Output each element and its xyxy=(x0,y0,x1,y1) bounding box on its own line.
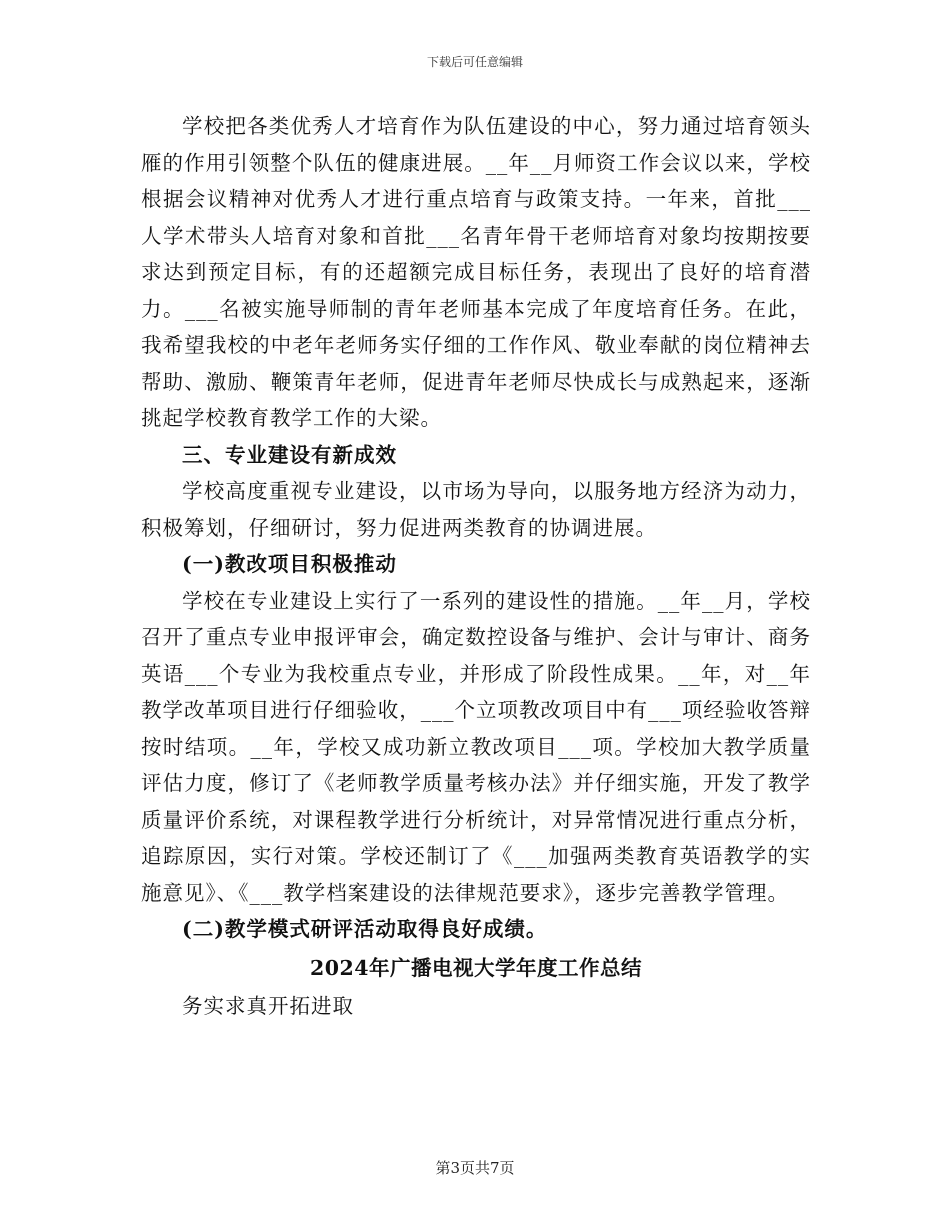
document-body xyxy=(141,108,811,1024)
subheading-2: (二)教学模式研评活动取得良好成绩。 xyxy=(182,917,548,941)
header-note: 下载后可任意编辑 xyxy=(426,55,523,69)
page-number: 第3页共7页 xyxy=(435,1159,515,1177)
motto-line: 务实求真开拓进取 xyxy=(182,993,354,1018)
paragraph-teaching-reform: 学校在专业建设上实行了一系列的建设性的措施。__年__月，学校召开了重点专业申报评审会，确定数控设备与维护、会计与审计、商务英语___个专业为我校重点专业，并形成了阶段性成果。__年，对__年教学改革项目进行仔细验收，___个立项教改项目中有___项经验收答辩按时结项。__年，学校又成功新立教改项目___项。学校加大教学质量评估力度，修订了《老师教学质量考核办法》并仔细实施，开发了教学质量评价系统，对课程教学进行分析统计，对异常情况进行重点分析，追踪原因，实行对策。学校还制订了《___加强两类教育英语教学的实施意见》、《___教学档案建设的法律规范要求》，逐步完善教学管理。 xyxy=(141,588,811,905)
document-title: 2024年广播电视大学年度工作总结 xyxy=(309,955,643,980)
subheading-1: (一)教改项目积极推动 xyxy=(182,552,397,576)
paragraph-major-construction: 学校高度重视专业建设，以市场为导向，以服务地方经济为动力，积极筹划，仔细研讨，努力促进两类教育的协调进展。 xyxy=(141,479,811,540)
section-heading-3: 三、专业建设有新成效 xyxy=(182,442,397,467)
paragraph-talent-cultivation: 学校把各类优秀人才培育作为队伍建设的中心，努力通过培育领头雁的作用引领整个队伍的健康进展。__年__月师资工作会议以来，学校根据会议精神对优秀人才进行重点培育与政策支持。一年来，首批___人学术带头人培育对象和首批___名青年骨干老师培育对象均按期按要求达到预定目标，有的还超额完成目标任务，表现出了良好的培育潜力。___名被实施导师制的青年老师基本完成了年度培育任务。在此，我希望我校的中老年老师务实仔细的工作作风、敬业奉献的岗位精神去帮助、激励、鞭策青年老师，促进青年老师尽快成长与成熟起来，逐渐挑起学校教育教学工作的大梁。 xyxy=(141,114,811,430)
